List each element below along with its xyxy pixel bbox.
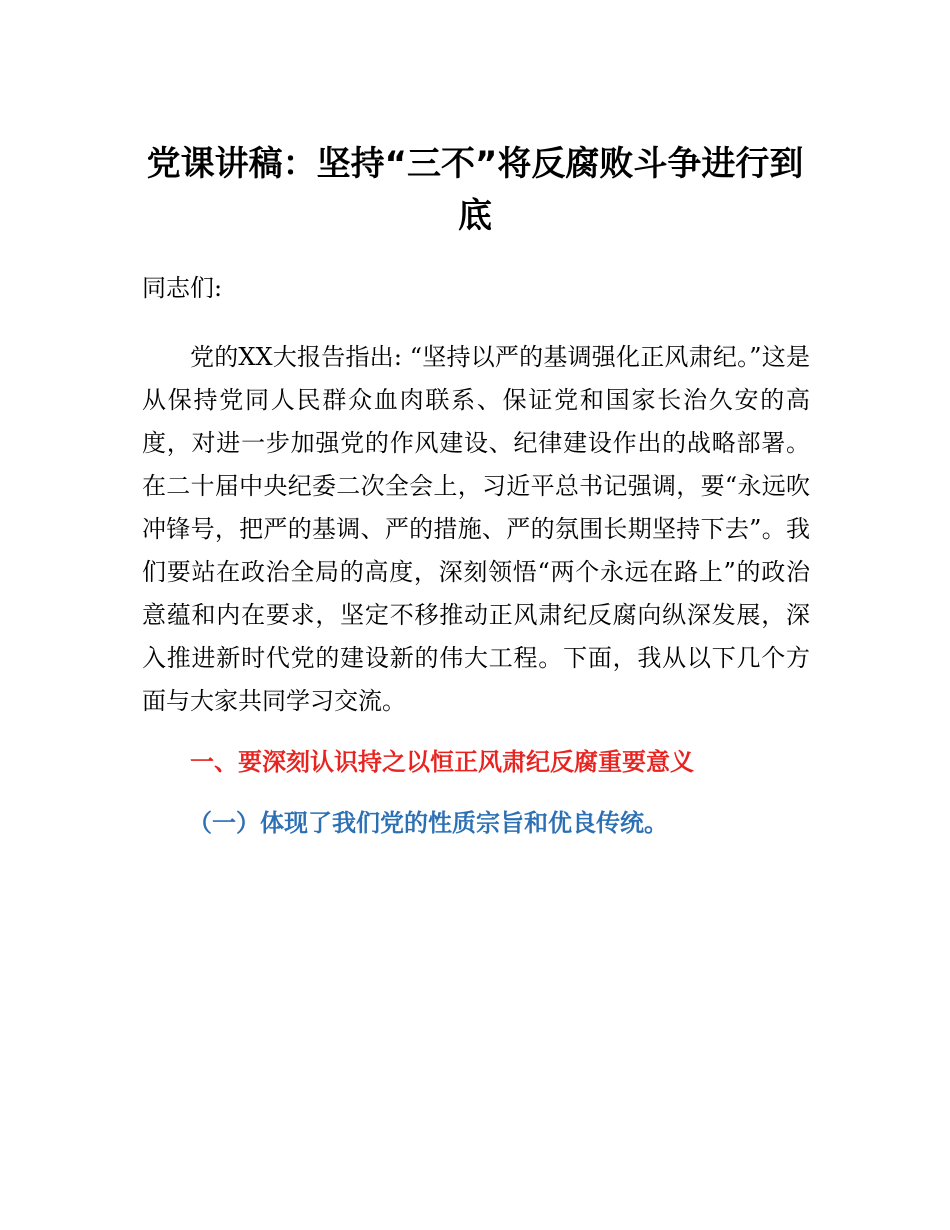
intro-paragraph: 党的XX大报告指出: “坚持以严的基调强化正风肃纪。”这是从保持党同人民群众血肉联系、保证党和国家长治久安的高度，对进一步加强党的作风建设、纪律建设作出的战略部署。在二十届中央纪委二次全会上，习近平总书记强调，要“永远吹冲锋号，把严的基调、严的措施、严的氛围长期坚持下去”。我们要站在政治全局的高度，深刻领悟“两个永远在路上”的政治意蕴和内在要求，坚定不移推动正风肃纪反腐向纵深发展，深入推进新时代党的建设新的伟大工程。下面，我从以下几个方面与大家共同学习交流。 <box>142 343 810 715</box>
subsection-heading: （一）体现了我们党的性质宗旨和优良传统。 <box>188 808 668 837</box>
salutation: 同志们: <box>142 274 223 302</box>
document-title: 党课讲稿：坚持“三不”将反腐败斗争进行到底 <box>146 144 804 236</box>
section-heading: 一、要深刻认识持之以恒正风肃纪反腐重要意义 <box>190 748 694 776</box>
